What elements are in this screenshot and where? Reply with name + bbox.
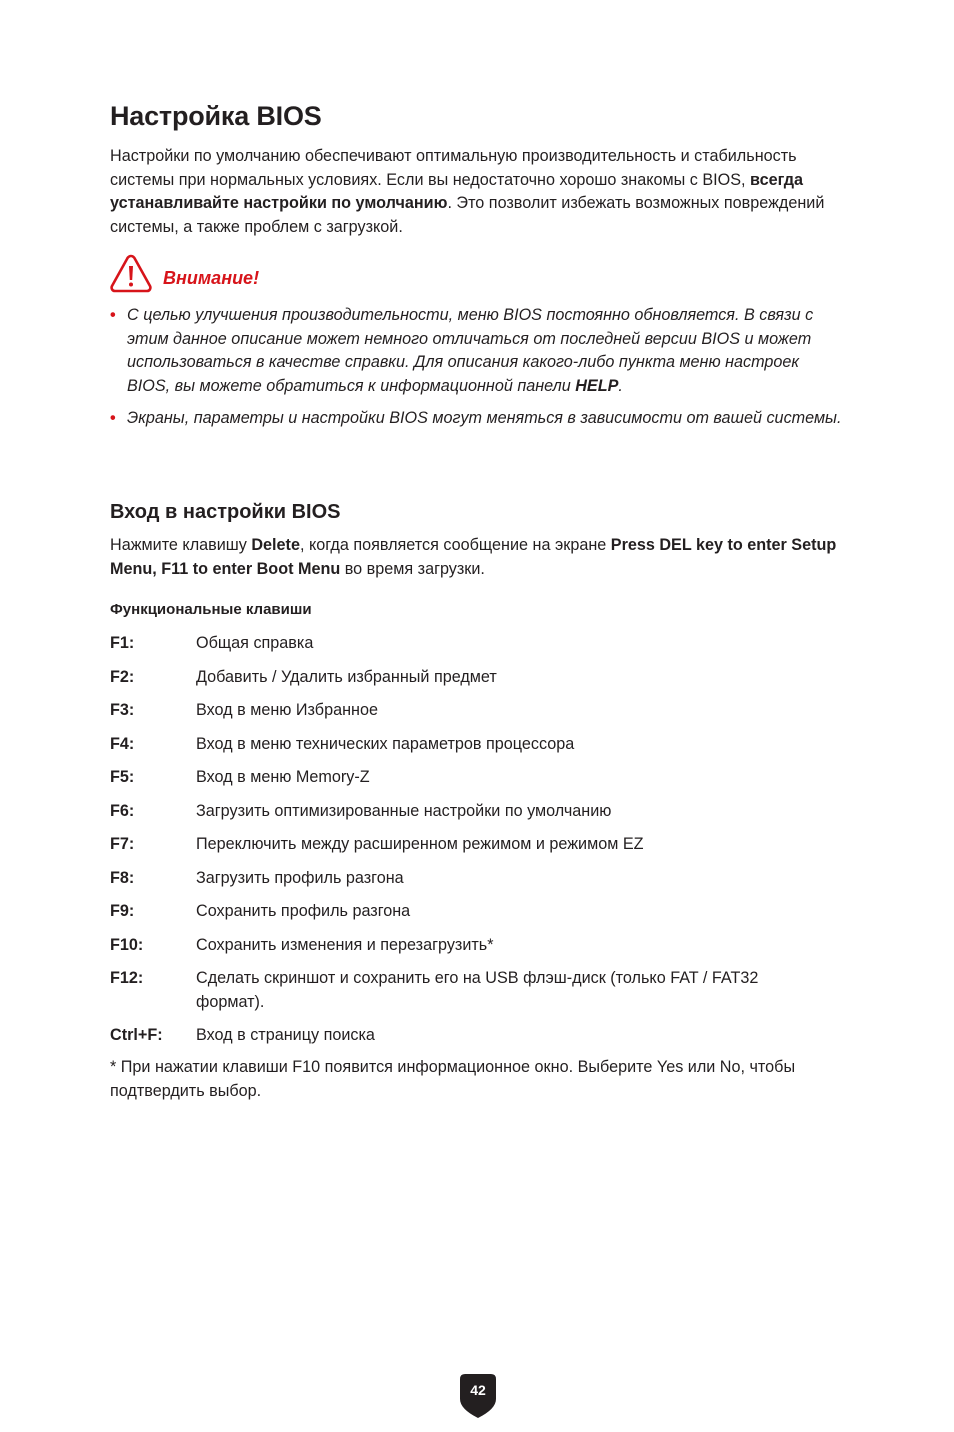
function-key-row [110,800,845,824]
function-keys-title: Функциональные клавиши [110,601,312,618]
function-key-row [110,733,845,757]
function-key: F2: [110,667,135,686]
function-key-row [110,632,845,656]
warning-item-text: С целью улучшения производительности, меню BIOS постоянно обновляется. В связи с этим данное описание может немного отличаться от последней версии BIOS и может использоваться в качестве справки. Для описания какого-либо пункта меню настроек BIOS, вы можете обратиться к информационной панели [127,306,814,395]
function-key-desc: Вход в меню технических параметров процессора [196,734,575,753]
function-key: F5: [110,768,135,786]
intro-paragraph [110,145,845,239]
function-key: F3: [110,701,135,719]
function-key: F8: [110,868,135,887]
warning-item-tail: . [618,376,623,395]
warning-triangle-icon [110,253,152,293]
function-key-desc: Сохранить изменения и перезагрузить* [196,935,494,954]
function-key-desc: Вход в меню Memory-Z [196,768,370,786]
page-title: Настройка BIOS [110,101,322,131]
function-key-row [110,833,845,857]
section-text-3: во время загрузки. [340,559,485,578]
function-key: F6: [110,801,135,820]
section-title: Вход в настройки BIOS [110,501,341,523]
function-key: F7: [110,835,135,853]
function-key: F4: [110,734,135,753]
function-key-desc: Вход в страницу поиска [196,1026,375,1044]
function-keys-list [110,632,845,1048]
warning-item-text: Экраны, параметры и настройки BIOS могут меняться в зависимости от вашей системы. [127,409,842,427]
bullet-dot: • [110,409,116,427]
function-key: F1: [110,634,135,652]
warning-item-bold: HELP [575,376,619,395]
function-key: F9: [110,902,135,920]
function-key-row [110,867,845,891]
function-key-row [110,766,845,790]
warning-item [110,407,845,431]
function-key-row [110,967,845,1014]
warning-header [110,253,410,293]
function-key: Ctrl+F: [110,1026,163,1044]
function-key-desc: Загрузить профиль разгона [196,868,404,887]
function-key-desc: Загрузить оптимизированные настройки по умолчанию [196,801,612,820]
section-text-2: , когда появляется сообщение на экране [299,536,611,554]
intro-text-1: Настройки по умолчанию обеспечивают оптимальную производительность и стабильность системы при нормальных условиях. Если вы недостаточно хорошо знакомы с BIOS, [110,147,797,189]
function-key-desc: Общая справка [196,634,314,652]
function-key-desc: Вход в меню Избранное [196,701,378,719]
warning-item [110,304,845,398]
function-key-row [110,699,845,723]
function-key: F10: [110,935,144,954]
function-key: F12: [110,969,144,987]
function-key-desc: Сохранить профиль разгона [196,902,411,920]
intro-text-2: . Это позволит избежать возможных повреждений системы, а также проблем с загрузкой. [110,194,825,236]
warning-list [110,304,845,440]
function-key-row [110,934,845,958]
function-key-row [110,900,845,924]
warning-label: Внимание! [163,268,260,288]
function-key-row [110,1024,845,1048]
function-key-desc: Добавить / Удалить избранный предмет [196,667,497,686]
function-key-row [110,666,845,690]
function-key-desc: Переключить между расширенном режимом и режимом EZ [196,835,644,853]
section-text-1: Нажмите клавишу [110,536,252,554]
function-key-desc: Сделать скриншот и сохранить его на USB флэш-диск (только FAT / FAT32 формат). [196,969,759,1011]
bullet-dot: • [110,306,116,324]
section-paragraph [110,534,845,581]
section-bold-key: Delete [251,536,300,554]
page-number: 42 [470,1382,486,1398]
intro-bold: всегда устанавливайте настройки по умолчанию [110,170,804,212]
footnote: * При нажатии клавиши F10 появится информационное окно. Выберите Yes или No, чтобы подтвердить выбор. [110,1058,796,1100]
section-bold-message: Press DEL key to enter Setup Menu, F11 to enter Boot Menu [110,536,837,578]
